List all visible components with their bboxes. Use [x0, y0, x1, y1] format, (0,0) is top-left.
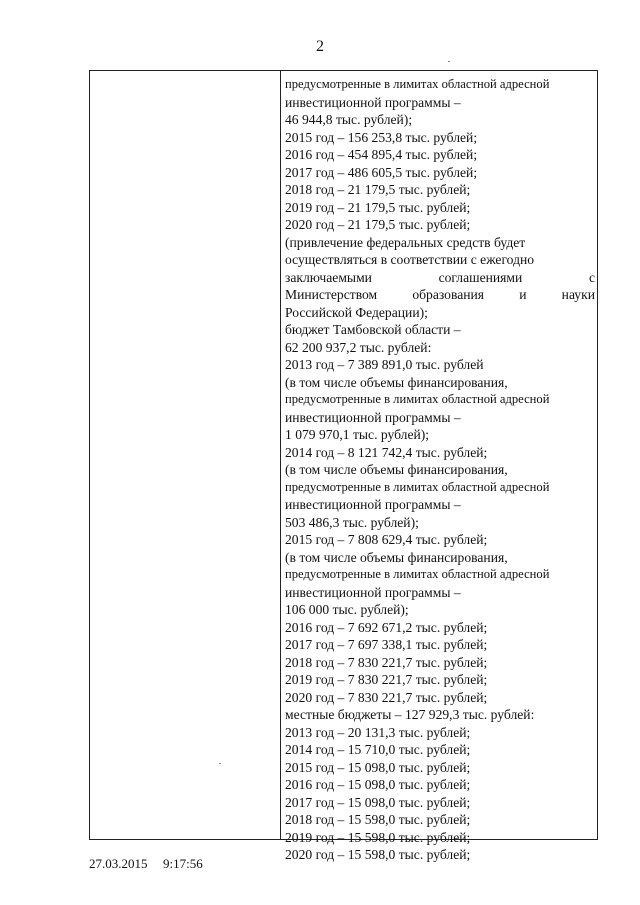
text-line: 2019 год – 7 830 221,7 тыс. рублей; [285, 672, 488, 687]
text-line: 1 079 970,1 тыс. рублей); [285, 427, 430, 442]
text-line: 2017 год – 7 697 338,1 тыс. рублей; [285, 637, 488, 652]
justified-text-line [285, 286, 595, 304]
text-line: 2014 год – 15 710,0 тыс. рублей; [285, 742, 471, 757]
text-line: инвестиционной программы – [285, 409, 461, 425]
table-left-cell [90, 71, 280, 839]
page-number: 2 [316, 38, 324, 55]
justified-text-line [285, 269, 595, 287]
scan-speck [219, 763, 221, 764]
text-line: 2018 год – 21 179,5 тыс. рублей; [285, 182, 471, 197]
text-line: 2019 год – 15 598,0 тыс. рублей; [285, 829, 471, 845]
text-line: (в том числе объемы финансирования, [285, 462, 508, 477]
word: науки [561, 287, 595, 302]
text-line: 106 000 тыс. рублей); [285, 602, 409, 617]
funding-text-cell [285, 76, 595, 864]
text-line: 2015 год – 15 098,0 тыс. рублей; [285, 759, 471, 775]
text-line: 2017 год – 486 605,5 тыс. рублей; [285, 164, 478, 180]
text-line: бюджет Тамбовской области – [285, 322, 461, 337]
document-table [89, 70, 598, 862]
text-line: 2016 год – 7 692 671,2 тыс. рублей; [285, 619, 488, 635]
text-line: инвестиционной программы – [285, 94, 461, 110]
text-line: 2013 год – 7 389 891,0 тыс. рублей [285, 357, 484, 372]
scan-speck [448, 61, 450, 62]
text-line: 2020 год – 21 179,5 тыс. рублей; [285, 217, 471, 232]
text-line: 62 200 937,2 тыс. рублей: [285, 339, 432, 355]
text-line: 2019 год – 21 179,5 тыс. рублей; [285, 199, 471, 215]
text-line: (в том числе объемы финансирования, [285, 549, 508, 565]
text-line: 503 486,3 тыс. рублей); [285, 514, 419, 530]
word: соглашениями [438, 269, 523, 285]
text-line: 2018 год – 7 830 221,7 тыс. рублей; [285, 654, 488, 670]
text-line: 2014 год – 8 121 742,4 тыс. рублей; [285, 444, 488, 460]
word: и [519, 287, 527, 302]
footer-time: 9:17:56 [163, 856, 203, 871]
text-line: (в том числе объемы финансирования, [285, 374, 508, 390]
word: заключаемыми [285, 269, 372, 285]
text-line: 46 944,8 тыс. рублей); [285, 112, 413, 127]
text-line: 2018 год – 15 598,0 тыс. рублей; [285, 812, 471, 827]
text-line: 2015 год – 7 808 629,4 тыс. рублей; [285, 532, 488, 547]
text-line: 2020 год – 7 830 221,7 тыс. рублей; [285, 689, 488, 705]
text-line: предусмотренные в лимитах областной адресной [285, 392, 550, 406]
text-line: 2015 год – 156 253,8 тыс. рублей; [285, 129, 478, 145]
word: образования [412, 287, 485, 302]
text-line: 2013 год – 20 131,3 тыс. рублей; [285, 724, 471, 740]
footer-date: 27.03.2015 [89, 856, 148, 871]
text-line: 2016 год – 15 098,0 тыс. рублей; [285, 777, 471, 792]
text-line: 2020 год – 15 598,0 тыс. рублей; [285, 847, 471, 862]
text-line: 2017 год – 15 098,0 тыс. рублей; [285, 794, 471, 810]
text-line: осуществляться в соответствии с ежегодно [285, 252, 535, 267]
table-column-divider [280, 71, 281, 839]
text-line: местные бюджеты – 127 929,3 тыс. рублей: [285, 707, 535, 722]
word: с [588, 269, 595, 285]
text-line: Российской Федерации); [285, 304, 428, 320]
word: Министерством [285, 287, 378, 302]
text-line: предусмотренные в лимитах областной адресной [285, 77, 550, 91]
text-line: предусмотренные в лимитах областной адресной [285, 479, 550, 494]
text-line: инвестиционной программы – [285, 584, 461, 600]
text-line: предусмотренные в лимитах областной адресной [285, 567, 550, 581]
text-line: (привлечение федеральных средств будет [285, 234, 526, 250]
text-line: инвестиционной программы – [285, 497, 461, 512]
text-line: 2016 год – 454 895,4 тыс. рублей; [285, 147, 478, 162]
